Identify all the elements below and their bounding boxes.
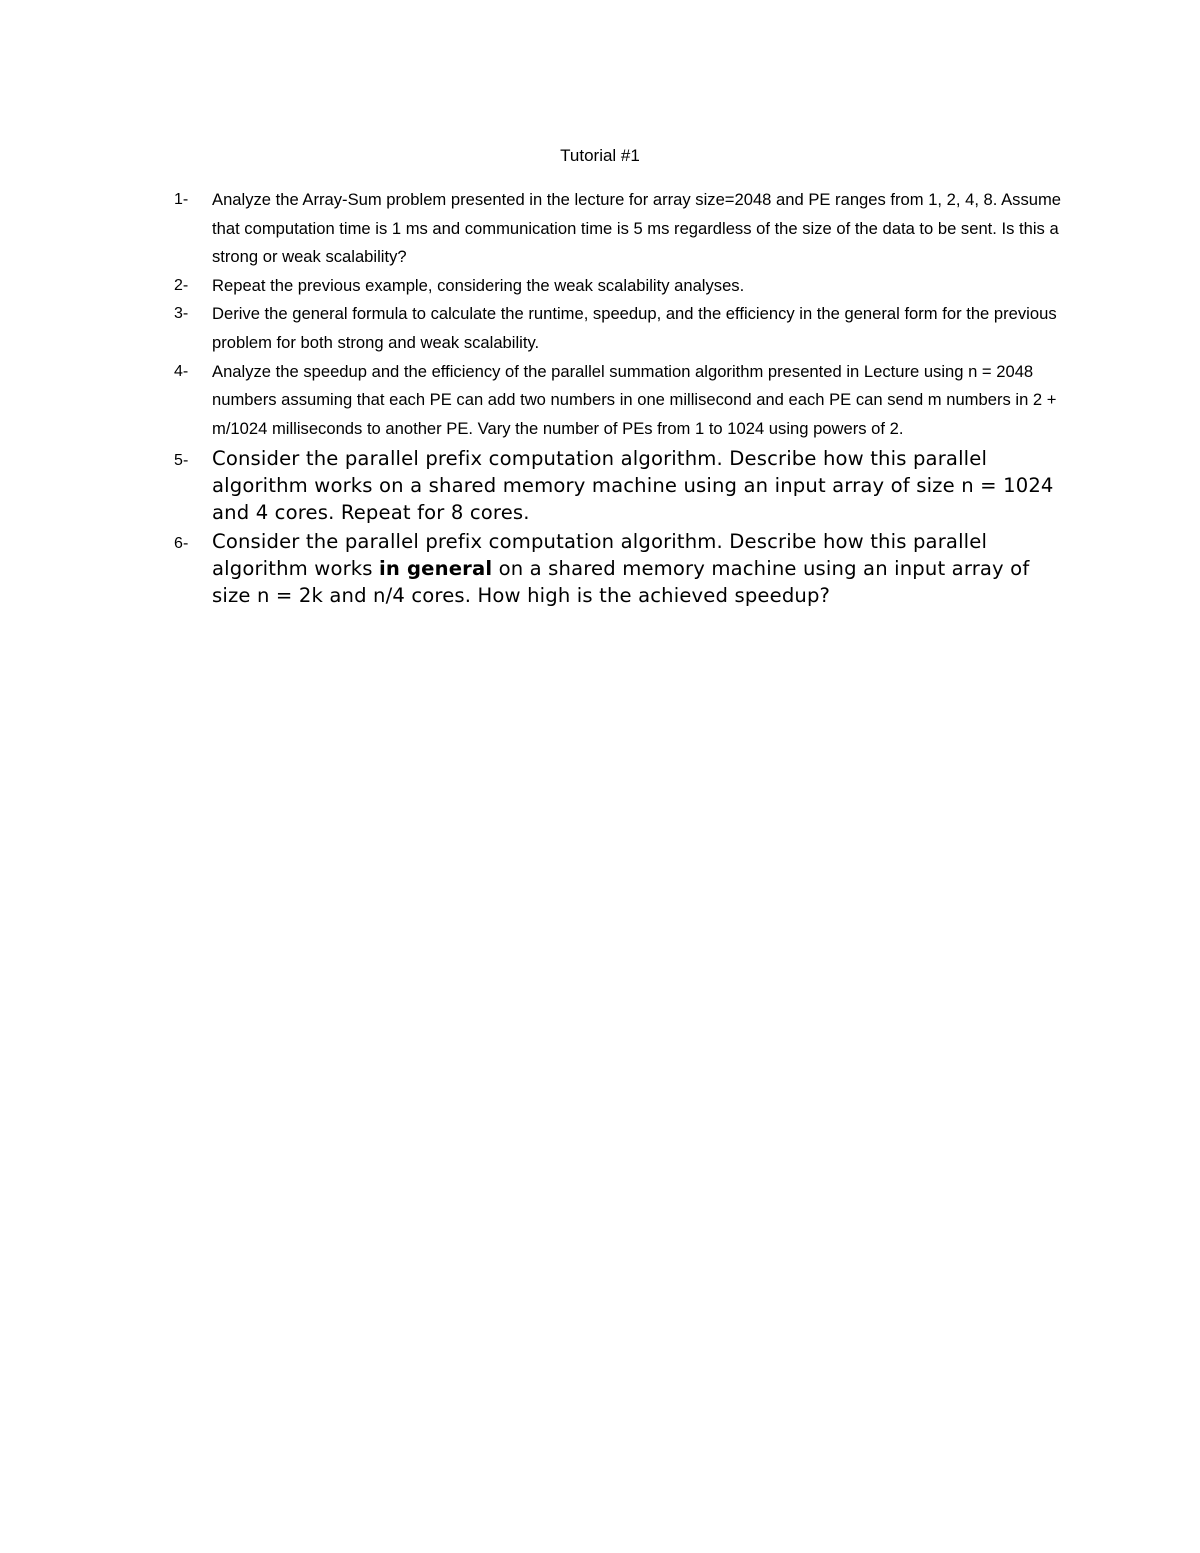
- question-item-5: [174, 445, 1074, 526]
- question-item-3: [174, 300, 1074, 357]
- question-item-2: [174, 272, 1074, 301]
- question-text: [212, 528, 1074, 609]
- question-text: Analyze the Array-Sum problem presented in the lecture for array size=2048 and PE ranges from 1, 2, 4, 8. Assume that computation time is 1 ms and communication time is 5 ms regardless of the size of the data to be sent. Is this a strong or weak scalability?: [212, 190, 1062, 267]
- question-item-1: [174, 186, 1074, 272]
- question-number: 6-: [174, 535, 189, 553]
- question-list: [174, 186, 1074, 609]
- question-number: 3-: [174, 305, 189, 323]
- emphasis-in-general: in general: [379, 557, 493, 581]
- question-number: 5-: [174, 452, 189, 470]
- question-text: Derive the general formula to calculate the runtime, speedup, and the efficiency in the general form for the previous problem for both strong and weak scalability.: [212, 304, 1057, 352]
- question-text: Analyze the speedup and the efficiency of the parallel summation algorithm presented in Lecture using n = 2048 numbers assuming that each PE can add two numbers in one millisecond and each PE can send m numbers in 2 + m/1024 milliseconds to another PE. Vary the number of PEs from 1 to 1024 using powers of 2.: [212, 361, 1057, 438]
- document-title: Tutorial #1: [560, 146, 640, 165]
- question-item-6: [174, 528, 1074, 609]
- question-text: Consider the parallel prefix computation algorithm. Describe how this parallel algorithm works on a shared memory machine using an input array of size n = 1024 and 4 cores. Repeat for 8 cores.: [212, 447, 1054, 525]
- question-text: Repeat the previous example, considering the weak scalability analyses.: [212, 275, 745, 295]
- question-number: 4-: [174, 362, 189, 380]
- question-number: 1-: [174, 191, 189, 208]
- question-number: 2-: [174, 276, 189, 294]
- question-text-end: on a shared memory machine using an input array of size n = 2k and n/4 cores. How high is the achieved speedup?: [212, 557, 1030, 608]
- question-text-start: Consider the parallel prefix computation algorithm. Describe how this parallel algorithm works: [212, 530, 988, 581]
- question-item-4: [174, 358, 1074, 444]
